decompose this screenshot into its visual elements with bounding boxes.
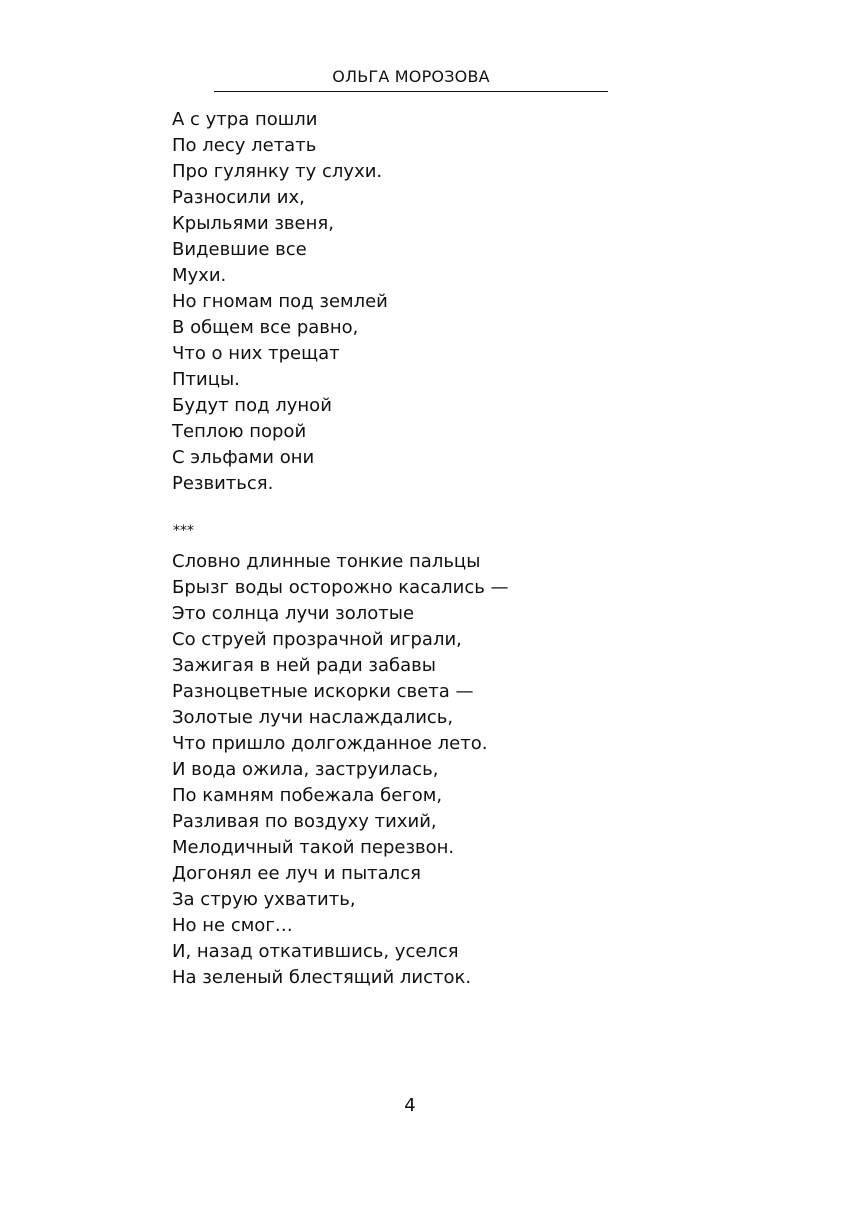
poem-line: Золотые лучи наслаждались, bbox=[172, 707, 454, 728]
poem-line: За струю ухватить, bbox=[172, 889, 356, 910]
poem-line: Догонял ее луч и пытался bbox=[172, 863, 421, 884]
poem-line: Что пришло долгожданное лето. bbox=[172, 733, 488, 754]
poem-line: В общем все равно, bbox=[172, 317, 359, 338]
poem-line: Теплою порой bbox=[172, 421, 307, 442]
poem-line: Птицы. bbox=[172, 369, 240, 390]
poem-line: На зеленый блестящий листок. bbox=[172, 967, 472, 988]
poem-line: Крыльями звеня, bbox=[172, 213, 334, 234]
poem-line: Разливая по воздуху тихий, bbox=[172, 811, 437, 832]
poem-line: Видевшие все bbox=[172, 239, 307, 260]
poem-line: И, назад откатившись, уселся bbox=[172, 941, 459, 962]
running-title: ОЛЬГА МОРОЗОВА bbox=[332, 67, 490, 86]
poem-line: Резвиться. bbox=[172, 473, 274, 494]
poem-line: Мелодичный такой перезвон. bbox=[172, 837, 455, 858]
poem-line: Про гулянку ту слухи. bbox=[172, 161, 383, 182]
poem-line: Словно длинные тонкие пальцы bbox=[172, 551, 481, 572]
poem-line: Это солнца лучи золотые bbox=[172, 603, 415, 624]
poem-line: Но не смог… bbox=[172, 915, 293, 936]
poem-line: По камням побежала бегом, bbox=[172, 785, 443, 806]
poem-line: И вода ожила, заструилась, bbox=[172, 759, 439, 780]
poem-stanza-1 bbox=[172, 107, 652, 497]
header-rule bbox=[214, 91, 608, 92]
poem-line: С эльфами они bbox=[172, 447, 315, 468]
poem-line: Мухи. bbox=[172, 265, 227, 286]
poem-line: Что о них трещат bbox=[172, 343, 340, 364]
poem-line: Зажигая в ней ради забавы bbox=[172, 655, 436, 676]
poem-line: Со струей прозрачной играли, bbox=[172, 629, 462, 650]
poem-line: Брызг воды осторожно касались — bbox=[172, 577, 509, 598]
poem-line: Но гномам под землей bbox=[172, 291, 388, 312]
poem-line: А с утра пошли bbox=[172, 109, 318, 130]
poem-line: Разносили их, bbox=[172, 187, 305, 208]
page-number: 4 bbox=[404, 1095, 416, 1116]
poem-line: Будут под луной bbox=[172, 395, 332, 416]
poem-line: Разноцветные искорки света — bbox=[172, 681, 474, 702]
poem-line: По лесу летать bbox=[172, 135, 317, 156]
section-separator: *** bbox=[173, 523, 194, 539]
poem-stanza-2 bbox=[172, 549, 652, 991]
